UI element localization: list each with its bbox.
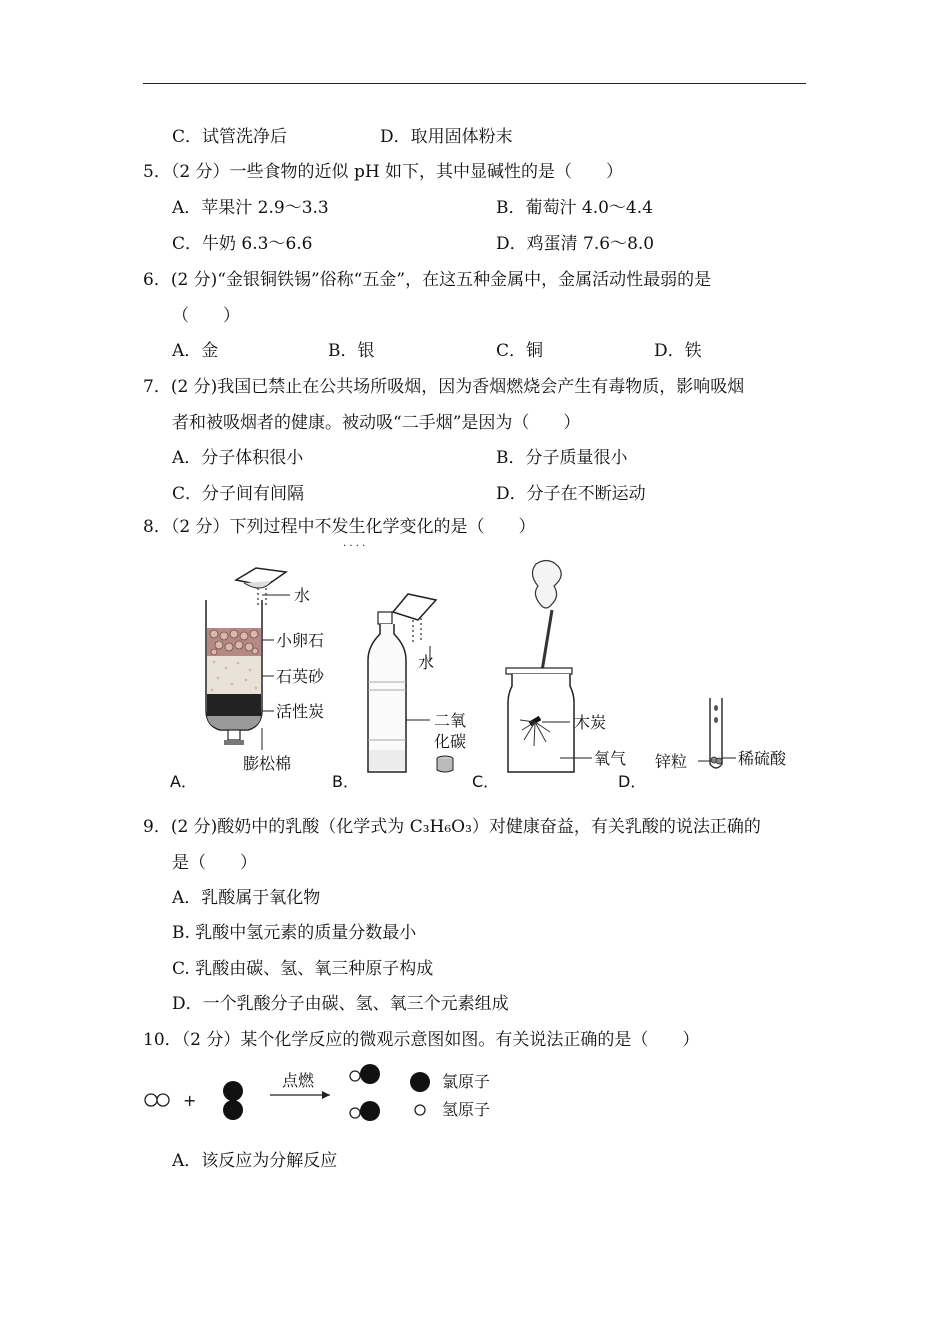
q6-stem-line1: 6．(2 分)“金银铜铁锡”俗称“五金”，在这五种金属中，金属活动性最弱的是 [143, 270, 712, 290]
fig-a-water-purifier [170, 568, 325, 791]
header-rule [143, 83, 806, 84]
q5-option-b: B．葡萄汁 4.0～4.4 [496, 198, 653, 218]
fig-d-acid-label: 稀硫酸 [738, 749, 787, 768]
q5-stem: 5．（2 分）一些食物的近似 pH 如下，其中显碱性的是（ ） [143, 162, 624, 182]
fig-d-letter: D． [618, 772, 647, 791]
fig-a-cotton-label: 膨松棉 [243, 754, 292, 773]
q9-stem-line2: 是（ ） [172, 853, 257, 873]
q6-stem-line2: （ ） [172, 306, 240, 326]
fig-b-bottle [332, 594, 466, 791]
q9-stem-line1: 9．(2 分)酸奶中的乳酸（化学式为 C₃H₆O₃）对健康奋益，有关乳酸的说法正确的 [143, 817, 761, 837]
q5-option-d: D．鸡蛋清 7.6～8.0 [496, 234, 655, 254]
fig-b-co2-label-2: 化碳 [434, 732, 467, 751]
fig-c-charcoal-label: 木炭 [574, 713, 607, 732]
fig-c-oxygen-label: 氧气 [594, 749, 627, 768]
q10-stem: 10．（2 分）某个化学反应的微观示意图如图。有关说法正确的是（ ） [143, 1030, 700, 1050]
q7-option-a: A．分子体积很小 [172, 448, 304, 468]
q6-option-a: A．金 [172, 341, 219, 361]
legend-cl-label: 氯原子 [442, 1072, 491, 1091]
fig-a-pebble-label: 小卵石 [276, 631, 325, 650]
q9-option-c: C. 乳酸由碳、氢、氧三种原子构成 [172, 959, 434, 979]
plus-sign: + [183, 1091, 197, 1110]
q10-reaction-diagram [0, 1058, 950, 1138]
q6-option-b: B．银 [328, 341, 375, 361]
q5-option-c: C．牛奶 6.3～6.6 [172, 234, 313, 254]
q7-option-d: D．分子在不断运动 [496, 484, 646, 504]
reactant-cl2-molecule [223, 1081, 243, 1120]
q7-stem-line2: 者和被吸烟者的健康。被动吸“二手烟”是因为（ ） [172, 413, 581, 433]
q4-option-c: C．试管洗净后 [172, 127, 288, 147]
q6-option-d: D．铁 [654, 341, 702, 361]
product-hcl-molecule-1 [350, 1064, 380, 1084]
fig-b-letter: B． [332, 772, 359, 791]
q7-option-b: B．分子质量很小 [496, 448, 628, 468]
q7-stem-line1: 7．(2 分)我国已禁止在公共场所吸烟，因为香烟燃烧会产生有毒物质，影响吸烟 [143, 377, 745, 397]
q8-figures [0, 550, 950, 800]
fig-a-carbon-label: 活性炭 [276, 702, 325, 721]
fig-a-sand-label: 石英砂 [276, 667, 325, 686]
q9-option-a: A．乳酸属于氧化物 [172, 888, 321, 908]
fig-a-water-label: 水 [294, 586, 311, 605]
fig-c-jar [472, 560, 626, 791]
reaction-condition: 点燃 [282, 1071, 315, 1090]
q5-option-a: A．苹果汁 2.9～3.3 [172, 198, 329, 218]
fig-a-letter: A． [170, 772, 197, 791]
fig-b-water-label: 水 [418, 653, 435, 672]
q9-option-d: D．一个乳酸分子由碳、氢、氧三个元素组成 [172, 994, 509, 1014]
q8-stem: 8．（2 分）下列过程中不发生化学变化的是（ ） [143, 517, 536, 537]
q7-option-c: C．分子间有间隔 [172, 484, 305, 504]
product-hcl-molecule-2 [350, 1101, 380, 1121]
fig-b-co2-label-1: 二氧 [434, 711, 467, 730]
fig-d-test-tube [618, 698, 787, 791]
q9-option-b: B. 乳酸中氢元素的质量分数最小 [172, 923, 417, 943]
q6-option-c: C．铜 [496, 341, 544, 361]
legend-cl-atom-icon [410, 1072, 430, 1092]
q10-option-a: A．该反应为分解反应 [172, 1151, 338, 1171]
fig-d-zinc-label: 锌粒 [655, 752, 688, 771]
fig-c-letter: C． [472, 772, 500, 791]
reactant-h2-molecule [145, 1094, 169, 1106]
q8-emphasis-dots: · · · · [343, 541, 366, 552]
legend-h-atom-icon [415, 1105, 425, 1115]
q4-option-d: D．取用固体粉末 [380, 127, 513, 147]
legend-h-label: 氢原子 [442, 1100, 491, 1119]
